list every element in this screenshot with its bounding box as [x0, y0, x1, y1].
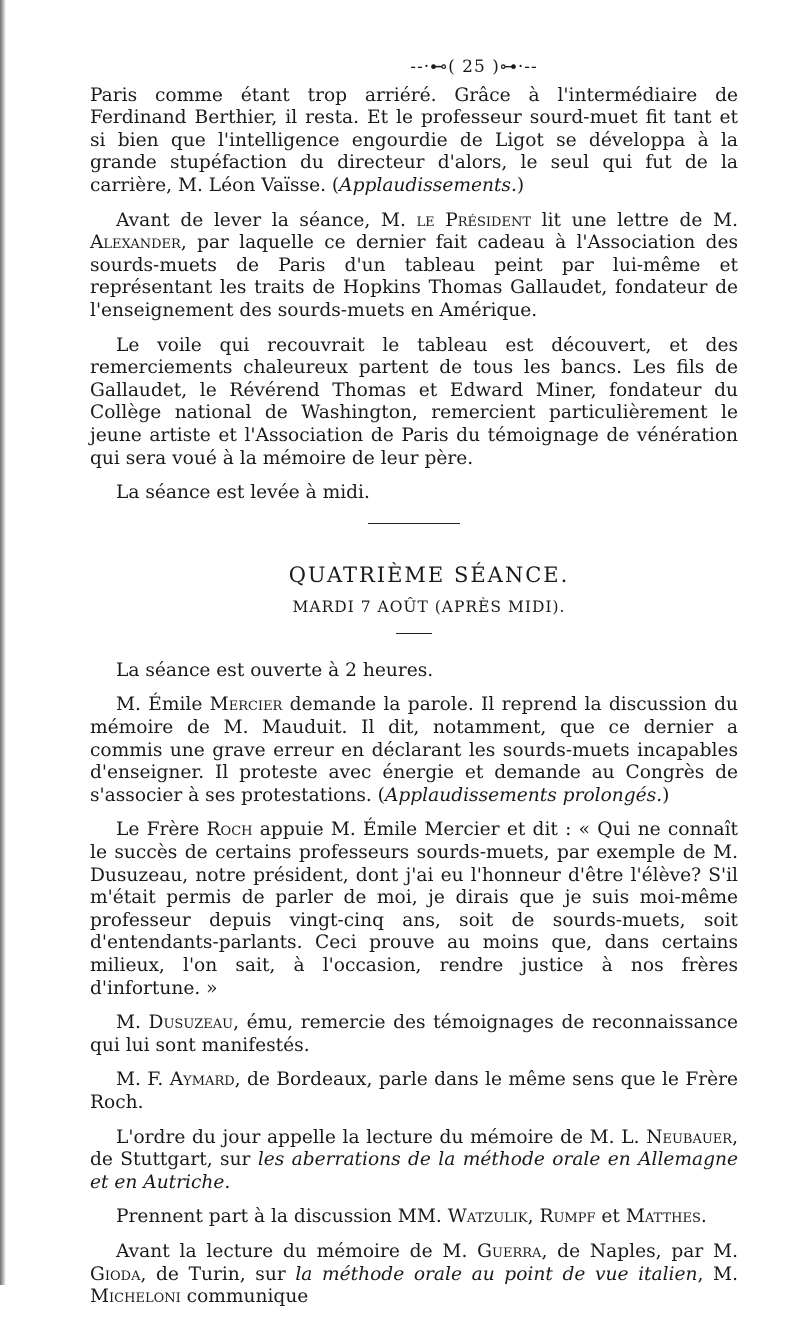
paragraph-continued [90, 85, 738, 198]
paragraph-veil: Le voile qui recouvrait le tableau est découvert, et des remerciements chaleureux partent de tous les bancs. Les fils de Gallaudet, le Révérend Thomas et Edward Miner, fondateur du Collège national de Washington, remercient particulièrement le jeune artiste et l'Association de Paris du témoignage de vénération qui sera voué à la mémoire de leur père. [90, 334, 738, 469]
memoir-title: la méthode orale au point de vue italien [295, 1263, 698, 1285]
memoir-title: les aberrations de la méthode orale en Allemagne et en Autriche. [90, 1149, 738, 1193]
text-run: L'ordre du jour appelle la lecture du mémoire de M. L. [116, 1126, 647, 1148]
text-run: demande la parole. Il reprend la discussion du mémoire de M. Mauduit. Il dit, notamment, que ce dernier a commis une grave erreur en déclarant les sourds-muets incapables d'enseigner. Il proteste avec énergie et demande au Congrès de s'associer à ses protestations. ( [90, 694, 739, 806]
text-run: , M. [697, 1263, 738, 1285]
applause-note: Applaudissements prolongés. [384, 784, 663, 806]
paragraph-guerra [90, 1241, 738, 1309]
title-rule [396, 633, 432, 634]
text-run: ) [516, 174, 525, 196]
text-run: , [527, 1206, 540, 1228]
paragraph-letter [90, 210, 738, 323]
section-divider [368, 523, 460, 524]
text-run: , de Stuttgart, sur [90, 1126, 738, 1171]
section-title: QUATRIÈME SÉANCE. [288, 562, 570, 587]
text-run: Paris comme étant trop arriéré. Grâce à l'intermédiaire de Ferdinand Berthier, il resta. Et le professeur sourd-muet fit tant et si bien que l'intelligence engourdie de Ligot se développa à la grande stupéfaction du directeur d'alors, le seul qui fut de la carrière, M. Léon Vaïsse. ( [90, 84, 738, 196]
text-run: , par laquelle ce dernier fait cadeau à l'Association des sourds-muets de Paris d'un tableau peint par lui-même et représentant les traits de Hopkins Thomas Gallaudet, fondateur de l'enseignement des sourds-muets en Amérique. [90, 232, 738, 321]
speaker-name: Micheloni [90, 1286, 181, 1308]
paragraph-roch [90, 819, 738, 1000]
text-run: Avant la lecture du mémoire de M. [116, 1240, 478, 1262]
speaker-name: Gioda [90, 1263, 141, 1285]
text-run: communique [180, 1286, 309, 1308]
text-run: , de Bordeaux, parle dans le même sens que le Frère Roch. [90, 1069, 739, 1113]
text-run: M. [116, 1012, 149, 1034]
text-run: appuie M. Émile Mercier et dit : « Qui ne connaît le succès de certains professeurs sourds-muets, par exemple de M. Dusuzeau, notre président, dont j'ai eu l'honneur d'être l'élève? S'il m'était permis de parler de moi, je dirais que je suis moi-même professeur depuis vingt-cinq ans, soit de sourds-muets, soit d'entendants-parlants. Ceci prouve au moins que, dans certains milieux, l'on sait, à l'occasion, rendre justice à nos frères d'infortune. » [90, 819, 738, 999]
speaker-name: Mercier [209, 694, 283, 716]
speaker-name: Dusuzeau [148, 1012, 234, 1034]
text-run: ) [662, 784, 670, 806]
speaker-name: Watzulik [447, 1206, 528, 1228]
paragraph-mercier [90, 694, 738, 807]
applause-note: Applaudissements. [339, 174, 517, 196]
text-run: M. Émile [116, 694, 210, 716]
text-run: M. F. [116, 1069, 170, 1091]
text-run: Avant de lever la séance, M. [116, 209, 417, 231]
speaker-name: Alexander [90, 232, 181, 254]
speaker-name: Rumpf [539, 1206, 596, 1228]
text-run: , de Turin, sur [140, 1263, 296, 1285]
paragraph-opening: La séance est ouverte à 2 heures. [116, 659, 434, 681]
paragraph-neubauer [90, 1127, 738, 1195]
text-run: , de Naples, par M. [541, 1240, 738, 1262]
text-run: Le Frère [116, 819, 207, 841]
text-run: Prennent part à la discussion MM. [116, 1206, 448, 1228]
speaker-name: Guerra [477, 1240, 542, 1262]
speaker-name: Matthes [625, 1206, 701, 1228]
speaker-name: Roch [206, 819, 253, 841]
section-subtitle: MARDI 7 AOÛT (APRÈS MIDI). [292, 598, 566, 617]
text-run: lit une lettre de M. [531, 209, 738, 231]
scan-edge-shadow [0, 0, 6, 1285]
paragraph-dusuzeau [90, 1012, 738, 1057]
speaker-name: Aymard [169, 1069, 235, 1091]
speaker-name: le Président [416, 209, 532, 231]
speaker-name: Neubauer [646, 1126, 733, 1148]
text-run: . [700, 1206, 707, 1228]
page-number-header: --·⊷( 25 )⊶·-- [410, 57, 538, 77]
paragraph-closing: La séance est levée à midi. [116, 482, 370, 504]
paragraph-discussion [90, 1206, 738, 1229]
text-run: , ému, remercie des témoignages de reconnaissance qui lui sont manifestés. [90, 1012, 738, 1056]
document-page [90, 56, 738, 1321]
paragraph-aymard [90, 1069, 738, 1114]
text-run: et [595, 1206, 626, 1228]
